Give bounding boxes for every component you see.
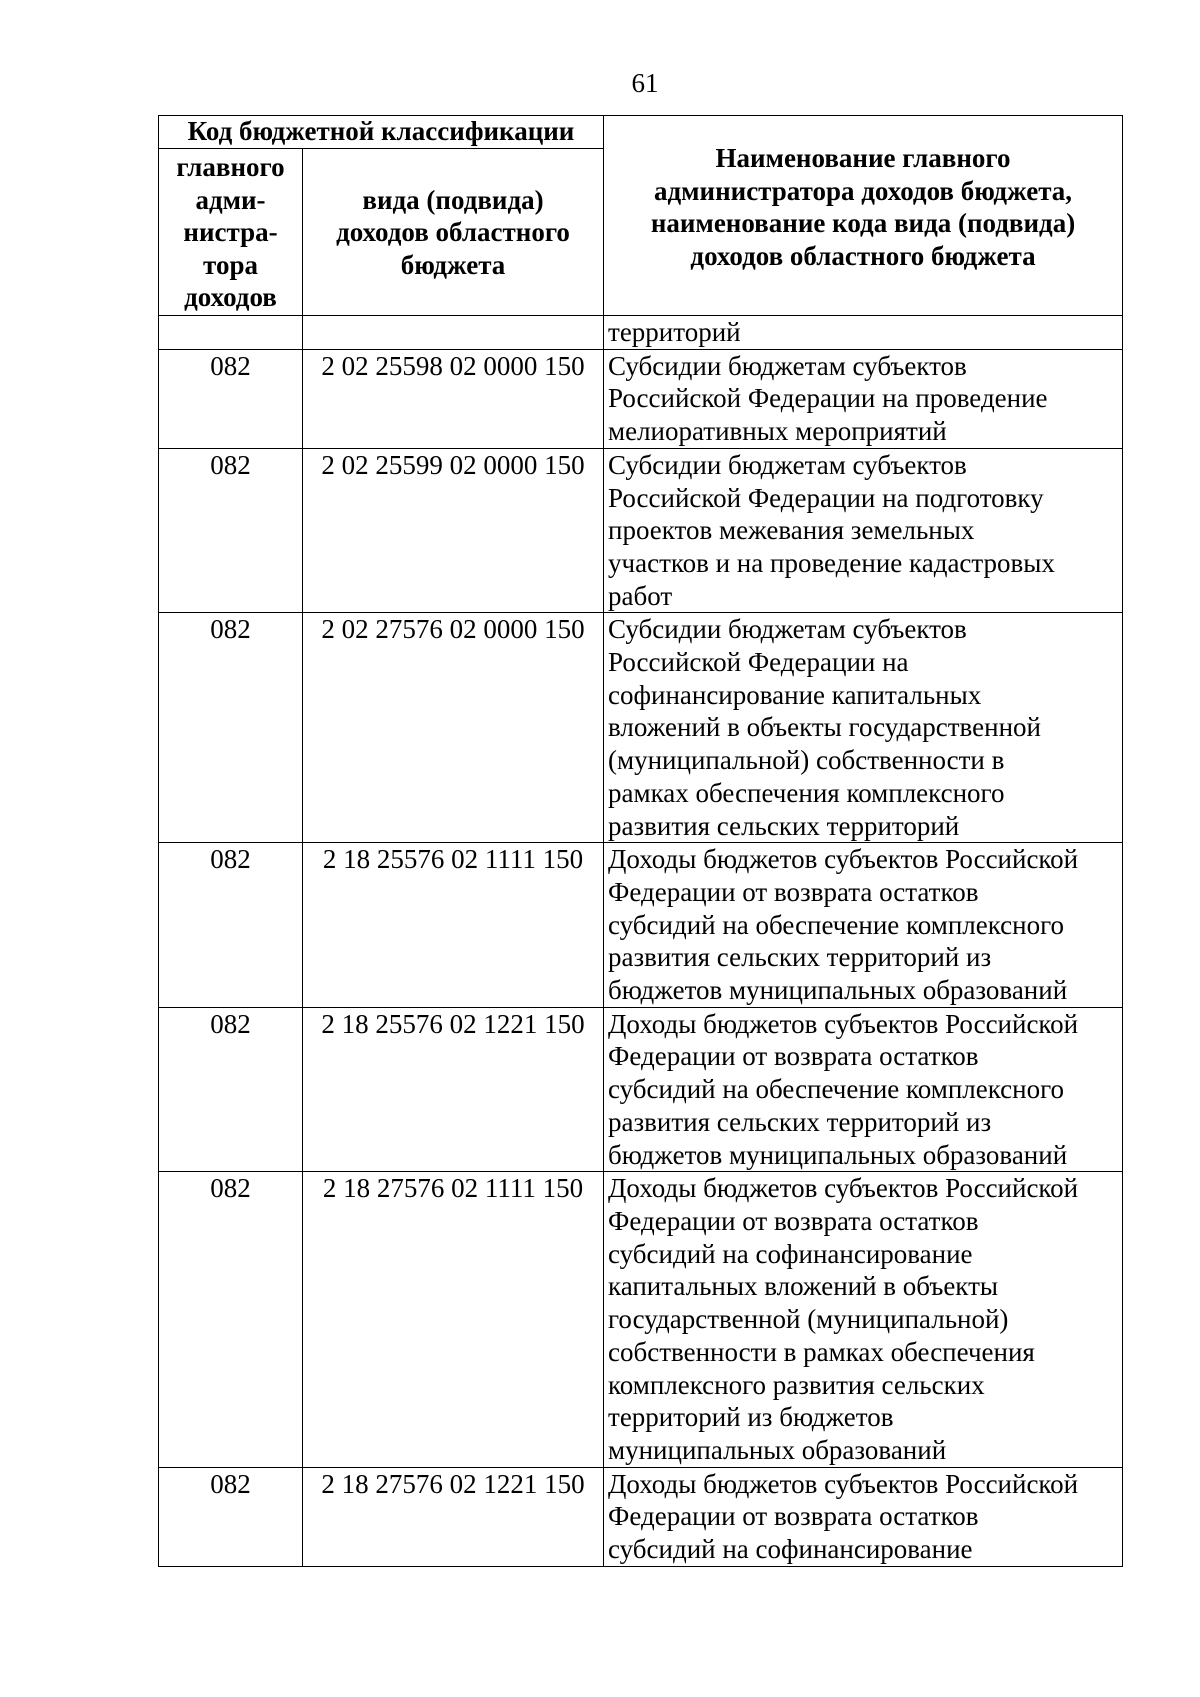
income-name-line: территорий из бюджетов	[608, 1402, 894, 1433]
income-code-cell: 2 18 27576 02 1221 150	[303, 1467, 604, 1566]
income-name-line: государственной (муниципальной)	[608, 1304, 1009, 1335]
income-name-line: софинансирование капитальных	[608, 679, 982, 710]
income-name-line: мелиоративных мероприятий	[608, 416, 947, 447]
page-number: 61	[631, 68, 659, 98]
header-admin-line: адми-	[195, 184, 266, 215]
admin-code-cell: 082	[159, 1172, 303, 1467]
table-row	[159, 1467, 1123, 1566]
income-name-line: территорий	[608, 317, 741, 347]
table-row	[159, 448, 1123, 613]
income-code-cell: 2 02 25599 02 0000 150	[303, 448, 604, 613]
income-name-line: субсидий на софинансирование	[608, 1534, 973, 1565]
header-admin-line: тора	[203, 249, 258, 280]
table-row	[159, 1172, 1123, 1467]
income-name-line: Доходы бюджетов субъектов Российской	[608, 1468, 1079, 1499]
income-name-line: Федерации от возврата остатков	[608, 1501, 979, 1532]
table-row	[159, 843, 1123, 1008]
income-name-line: Федерации от возврата остатков	[608, 1205, 979, 1236]
income-name-cell	[604, 1467, 1123, 1566]
header-kind-column	[303, 149, 604, 316]
income-name-line: Российской Федерации на подготовку	[608, 482, 1044, 513]
income-name-line: проектов межевания земельных	[608, 515, 975, 546]
income-name-line: работ	[608, 580, 673, 611]
income-name-line: Российской Федерации на проведение	[608, 383, 1048, 414]
income-name-line: вложений в объекты государственной	[608, 712, 1041, 743]
income-name-line: рамках обеспечения комплексного	[608, 777, 1005, 808]
income-name-line: бюджетов муниципальных образований	[608, 975, 1068, 1006]
budget-classification-table	[158, 115, 1123, 1567]
header-kind-line: вида (подвида)	[362, 184, 544, 215]
admin-code-cell: 082	[159, 843, 303, 1008]
income-name-cell	[604, 349, 1123, 448]
income-code-cell: 2 18 25576 02 1221 150	[303, 1007, 604, 1172]
income-code-cell	[303, 316, 604, 350]
header-kind-line: доходов областного	[336, 217, 570, 247]
table-row	[159, 316, 1123, 350]
income-name-line: субсидий на софинансирование	[608, 1238, 973, 1269]
admin-code-cell: 082	[159, 1007, 303, 1172]
income-name-cell	[604, 448, 1123, 613]
admin-code-cell: 082	[159, 613, 303, 843]
income-name-cell	[604, 1007, 1123, 1172]
income-code-cell: 2 18 27576 02 1111 150	[303, 1172, 604, 1467]
income-name-line: комплексного развития сельских	[608, 1369, 985, 1400]
income-name-line: собственности в рамках обеспечения	[608, 1336, 1035, 1367]
header-name-line: доходов областного бюджета	[690, 241, 1036, 272]
table-row	[159, 1007, 1123, 1172]
admin-code-cell: 082	[159, 1467, 303, 1566]
income-name-line: субсидий на обеспечение комплексного	[608, 1074, 1065, 1105]
income-name-line: муниципальных образований	[608, 1434, 947, 1465]
income-name-cell	[604, 1172, 1123, 1467]
income-name-cell	[604, 843, 1123, 1008]
header-name-line: Наименование главного	[715, 143, 1011, 173]
header-name-column	[604, 116, 1123, 316]
income-code-cell: 2 02 25598 02 0000 150	[303, 349, 604, 448]
income-name-line: Субсидии бюджетам субъектов	[608, 449, 967, 480]
income-name-line: Доходы бюджетов субъектов Российской	[608, 1008, 1079, 1039]
header-admin-line: главного	[176, 152, 285, 182]
header-name-line: администратора доходов бюджета,	[653, 175, 1073, 206]
table-body	[159, 316, 1123, 1567]
income-name-line: бюджетов муниципальных образований	[608, 1139, 1068, 1170]
header-admin-line: доходов	[184, 282, 277, 312]
income-name-line: Доходы бюджетов субъектов Российской	[608, 1173, 1079, 1204]
income-name-line: развития сельских территорий	[608, 810, 960, 841]
income-code-cell: 2 02 27576 02 0000 150	[303, 613, 604, 843]
income-name-line: Доходы бюджетов субъектов Российской	[608, 844, 1079, 875]
admin-code-cell: 082	[159, 448, 303, 613]
income-name-line: Субсидии бюджетам субъектов	[608, 350, 967, 381]
header-admin-line: нистра-	[183, 217, 278, 247]
income-name-line: развития сельских территорий из	[608, 1106, 992, 1137]
income-name-cell	[604, 316, 1123, 350]
income-name-cell	[604, 613, 1123, 843]
income-name-line: капитальных вложений в объекты	[608, 1271, 999, 1302]
table-row	[159, 613, 1123, 843]
income-name-line: Федерации от возврата остатков	[608, 1041, 979, 1072]
income-name-line: (муниципальной) собственности в	[608, 745, 1005, 776]
admin-code-cell	[159, 316, 303, 350]
income-code-cell: 2 18 25576 02 1111 150	[303, 843, 604, 1008]
header-admin-column	[159, 149, 303, 316]
header-kind-line: бюджета	[400, 249, 506, 280]
admin-code-cell: 082	[159, 349, 303, 448]
table-header	[159, 116, 1123, 316]
header-name-line: наименование кода вида (подвида)	[650, 208, 1076, 239]
income-name-line: Субсидии бюджетам субъектов	[608, 614, 967, 645]
income-name-line: Российской Федерации на	[608, 647, 909, 678]
income-name-line: субсидий на обеспечение комплексного	[608, 909, 1065, 940]
income-name-line: участков и на проведение кадастровых	[608, 547, 1055, 578]
header-budget-classification-code: Код бюджетной классификации	[159, 116, 604, 149]
table-row	[159, 349, 1123, 448]
income-name-line: развития сельских территорий из	[608, 942, 992, 973]
income-name-line: Федерации от возврата остатков	[608, 876, 979, 907]
